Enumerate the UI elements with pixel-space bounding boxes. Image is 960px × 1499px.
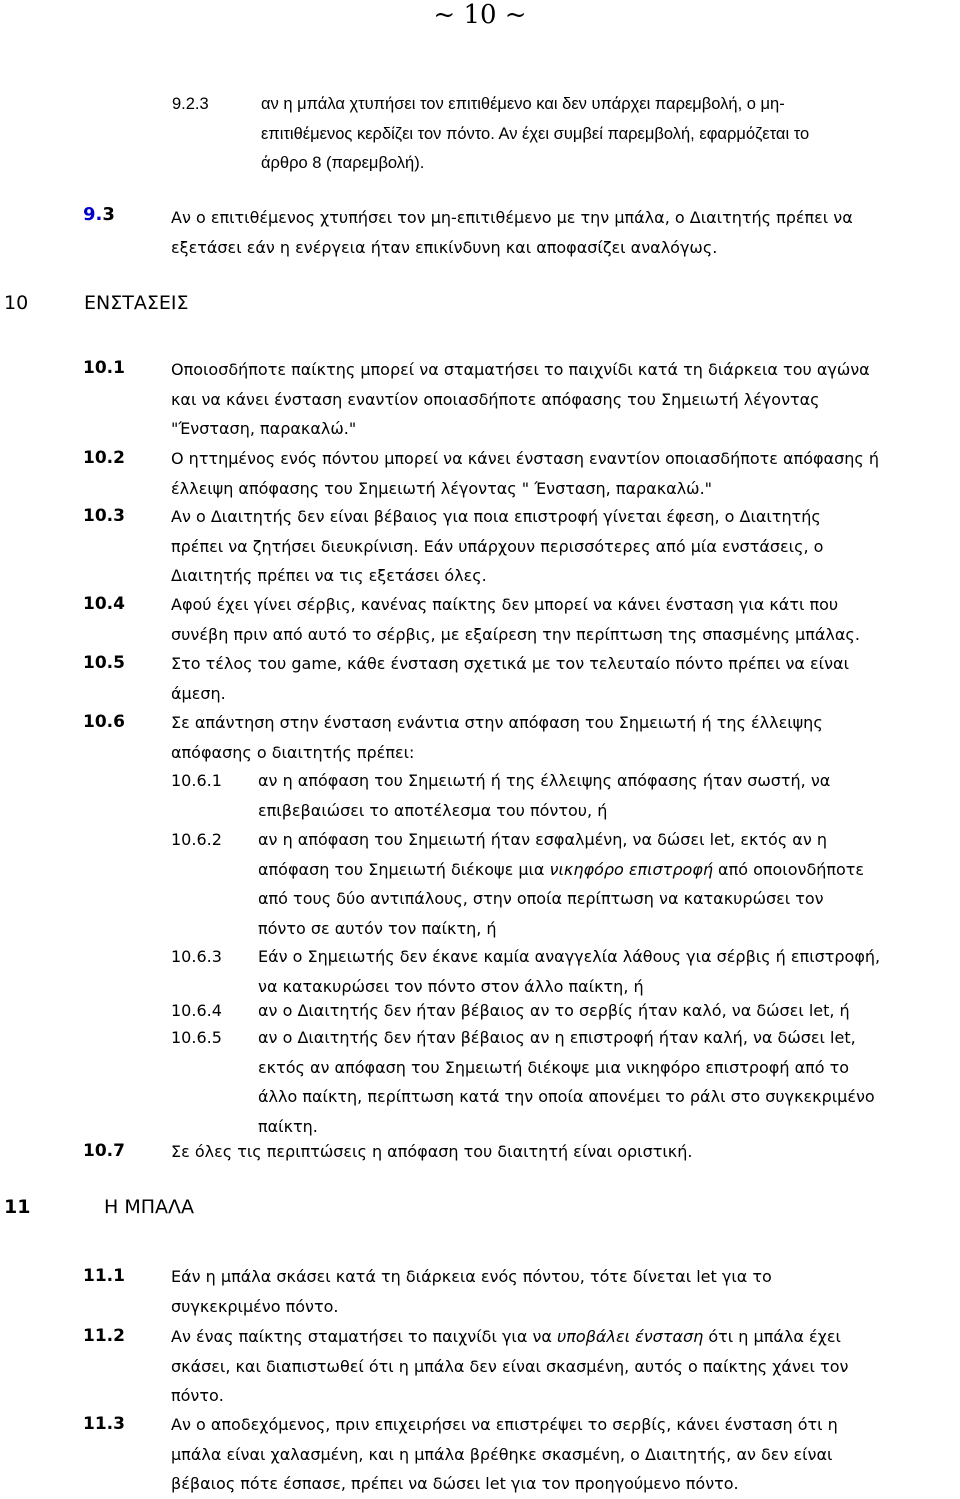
text-line: αν ο Διαιτητής δεν ήταν βέβαιος αν το σερβίς ήταν καλό, να δώσει let, ή [258, 1001, 850, 1020]
text-line: συνέβη πριν από αυτό το σέρβις, με εξαίρεση την περίπτωση της σπασμένης μπάλας. [171, 624, 860, 644]
paragraph-9-2-3 [261, 90, 809, 179]
item-number-10-2: 10.2 [83, 448, 125, 468]
text-line: άμεση. [171, 683, 226, 703]
text-line: μπάλα είναι χαλασμένη, και η μπάλα βρέθηκε σκασμένη, ο Διαιτητής, αν δεν είναι [171, 1444, 833, 1464]
item-number-10-6: 10.6 [83, 712, 125, 732]
paragraph-10-6-4 [258, 996, 850, 1026]
paragraph-10-6-2 [258, 825, 864, 943]
sub-item-number-10-6-3: 10.6.3 [171, 947, 222, 966]
text-line: άρθρο 8 (παρεμβολή). [261, 154, 425, 172]
text-line: Στο τέλος του game, κάθε ένσταση σχετικά με τον τελευταίο πόντο πρέπει να είναι [171, 654, 849, 673]
text-line: Αν ο επιτιθέμενος χτυπήσει τον μη-επιτιθέμενο με την μπάλα, ο Διαιτητής πρέπει να [171, 208, 853, 227]
paragraph-10-5 [171, 649, 849, 708]
paragraph-11-1 [171, 1262, 772, 1321]
text-line: πόντο. [171, 1386, 224, 1405]
sub-item-number-10-6-4: 10.6.4 [171, 1001, 222, 1020]
text-line: αν ο Διαιτητής δεν ήταν βέβαιος αν η επιστροφή ήταν καλή, να δώσει let, [258, 1028, 856, 1047]
text-line [171, 1322, 848, 1352]
italic-text-run: νικηφόρο επιστροφή [549, 859, 713, 879]
paragraph-10-6-5 [258, 1023, 875, 1141]
paragraph-10-6-1 [258, 766, 830, 825]
text-line: από τους δύο αντιπάλους, στην οποία περίπτωση να κατακυρώσει τον [258, 889, 824, 908]
text-line: εξετάσει εάν η ενέργεια ήταν επικίνδυνη και αποφασίζει αναλόγως. [171, 237, 718, 257]
text-line: Οποιοσδήποτε παίκτης μπορεί να σταματήσει το παιχνίδι κατά τη διάρκεια του αγώνα [171, 360, 870, 379]
text-line [258, 855, 864, 885]
sub-item-number-10-6-1: 10.6.1 [171, 771, 222, 790]
paragraph-10-4 [171, 590, 860, 649]
section-number-part: 3 [102, 204, 115, 225]
paragraph-10-1 [171, 355, 870, 444]
text-run: Αν ένας παίκτης σταματήσει το παιχνίδι για να [171, 1327, 558, 1346]
text-line: άλλο παίκτη, περίπτωση κατά την οποία απονέμει το ράλι στο συγκεκριμένο [258, 1087, 875, 1106]
text-line: πρέπει να ζητήσει διευκρίνιση. Εάν υπάρχουν περισσότερες από μία ενστάσεις, ο [171, 536, 824, 556]
paragraph-10-6-3 [258, 942, 880, 1001]
paragraph-10-7 [171, 1137, 692, 1167]
item-number-10-5: 10.5 [83, 653, 125, 673]
text-line: Διαιτητής πρέπει να τις εξετάσει όλες. [171, 566, 487, 585]
text-line: Αφού έχει γίνει σέρβις, κανένας παίκτης δεν μπορεί να κάνει ένσταση για κάτι που [171, 595, 839, 614]
item-number-10-4: 10.4 [83, 594, 125, 614]
section-number-9-2-3: 9.2.3 [172, 95, 209, 113]
section-heading-title: Η ΜΠΑΛΑ [104, 1196, 194, 1218]
text-line: Ο ηττημένος ενός πόντου μπορεί να κάνει ένσταση εναντίον οποιασδήποτε απόφασης ή [171, 449, 879, 468]
text-line: Αν ο αποδεχόμενος, πριν επιχειρήσει να επιστρέψει το σερβίς, κάνει ένσταση ότι η [171, 1415, 838, 1434]
text-line: αν η απόφαση του Σημειωτή ήταν εσφαλμένη, να δώσει let, εκτός αν η [258, 830, 827, 849]
text-run: από οποιονδήποτε [712, 859, 865, 879]
text-run: απόφαση του Σημειωτή διέκοψε μια [258, 859, 550, 879]
text-line: βέβαιος πότε έσπασε, πρέπει να δώσει let για τον προηγούμενο πόντο. [171, 1474, 739, 1493]
item-number-11-1: 11.1 [83, 1266, 125, 1286]
text-line: πόντο σε αυτόν τον παίκτη, ή [258, 918, 497, 938]
text-line: "Ένσταση, παρακαλώ." [171, 419, 357, 438]
text-line: αν η απόφαση του Σημειωτή ή της έλλειψης απόφασης ήταν σωστή, να [258, 771, 831, 790]
text-line: Εάν ο Σημειωτής δεν έκανε καμία αναγγελία λάθους για σέρβις ή επιστροφή, [258, 947, 881, 966]
text-line: εκτός αν απόφαση του Σημειωτή διέκοψε μια νικηφόρο επιστροφή από το [258, 1057, 850, 1077]
item-number-11-3: 11.3 [83, 1414, 125, 1434]
text-line: συγκεκριμένο πόντο. [171, 1296, 339, 1316]
paragraph-10-3 [171, 502, 823, 591]
text-line: επιτιθέμενος κερδίζει τον πόντο. Αν έχει συμβεί παρεμβολή, εφαρμόζεται το [261, 124, 810, 143]
text-line: Αν ο Διαιτητής δεν είναι βέβαιος για ποια επιστροφή γίνεται έφεση, ο Διαιτητής [171, 507, 821, 526]
paragraph-10-6 [171, 708, 823, 767]
item-number-10-3: 10.3 [83, 506, 125, 526]
text-line: επιβεβαιώσει το αποτέλεσμα του πόντου, ή [258, 800, 608, 820]
text-line: να κατακυρώσει τον πόντο στον άλλο παίκτη, ή [258, 976, 644, 996]
text-line: παίκτη. [258, 1116, 318, 1136]
section-heading-number: 11 [4, 1196, 31, 1218]
paragraph-11-2 [171, 1322, 848, 1411]
text-line: έλλειψη απόφασης του Σημειωτή λέγοντας " Ένσταση, παρακαλώ." [171, 478, 713, 498]
text-line: Σε απάντηση στην ένσταση ενάντια στην απόφαση του Σημειωτή ή της έλλειψης [171, 713, 823, 732]
section-heading-title: ΕΝΣΤΑΣΕΙΣ [84, 292, 189, 314]
text-run: ότι η μπάλα έχει [703, 1327, 841, 1346]
text-line: Σε όλες τις περιπτώσεις η απόφαση του διαιτητή είναι οριστική. [171, 1142, 693, 1161]
paragraph-10-2 [171, 444, 879, 503]
text-line: απόφασης ο διαιτητής πρέπει: [171, 742, 415, 762]
paragraph-11-3 [171, 1410, 838, 1499]
text-line: και να κάνει ένσταση εναντίον οποιασδήποτε απόφασης του Σημειωτή λέγοντας [171, 389, 820, 409]
text-line: σκάσει, και διαπιστωθεί ότι η μπάλα δεν είναι σκασμένη, αυτός ο παίκτης χάνει τον [171, 1356, 849, 1376]
text-line: Εάν η μπάλα σκάσει κατά τη διάρκεια ενός πόντου, τότε δίνεται let για το [171, 1267, 772, 1286]
item-number-11-2: 11.2 [83, 1326, 125, 1346]
item-number-10-7: 10.7 [83, 1141, 125, 1161]
italic-text-run: υποβάλει ένσταση [557, 1327, 704, 1346]
item-number-10-1: 10.1 [83, 358, 125, 378]
page-number: ~ 10 ~ [433, 0, 527, 30]
sub-item-number-10-6-2: 10.6.2 [171, 830, 222, 849]
section-number-part: 9. [83, 204, 103, 225]
section-number-9-3 [83, 200, 115, 230]
paragraph-9-3 [171, 203, 853, 262]
sub-item-number-10-6-5: 10.6.5 [171, 1028, 222, 1047]
text-line: αν η μπάλα χτυπήσει τον επιτιθέμενο και δεν υπάρχει παρεμβολή, ο μη- [261, 95, 785, 113]
section-heading-number: 10 [4, 292, 29, 314]
